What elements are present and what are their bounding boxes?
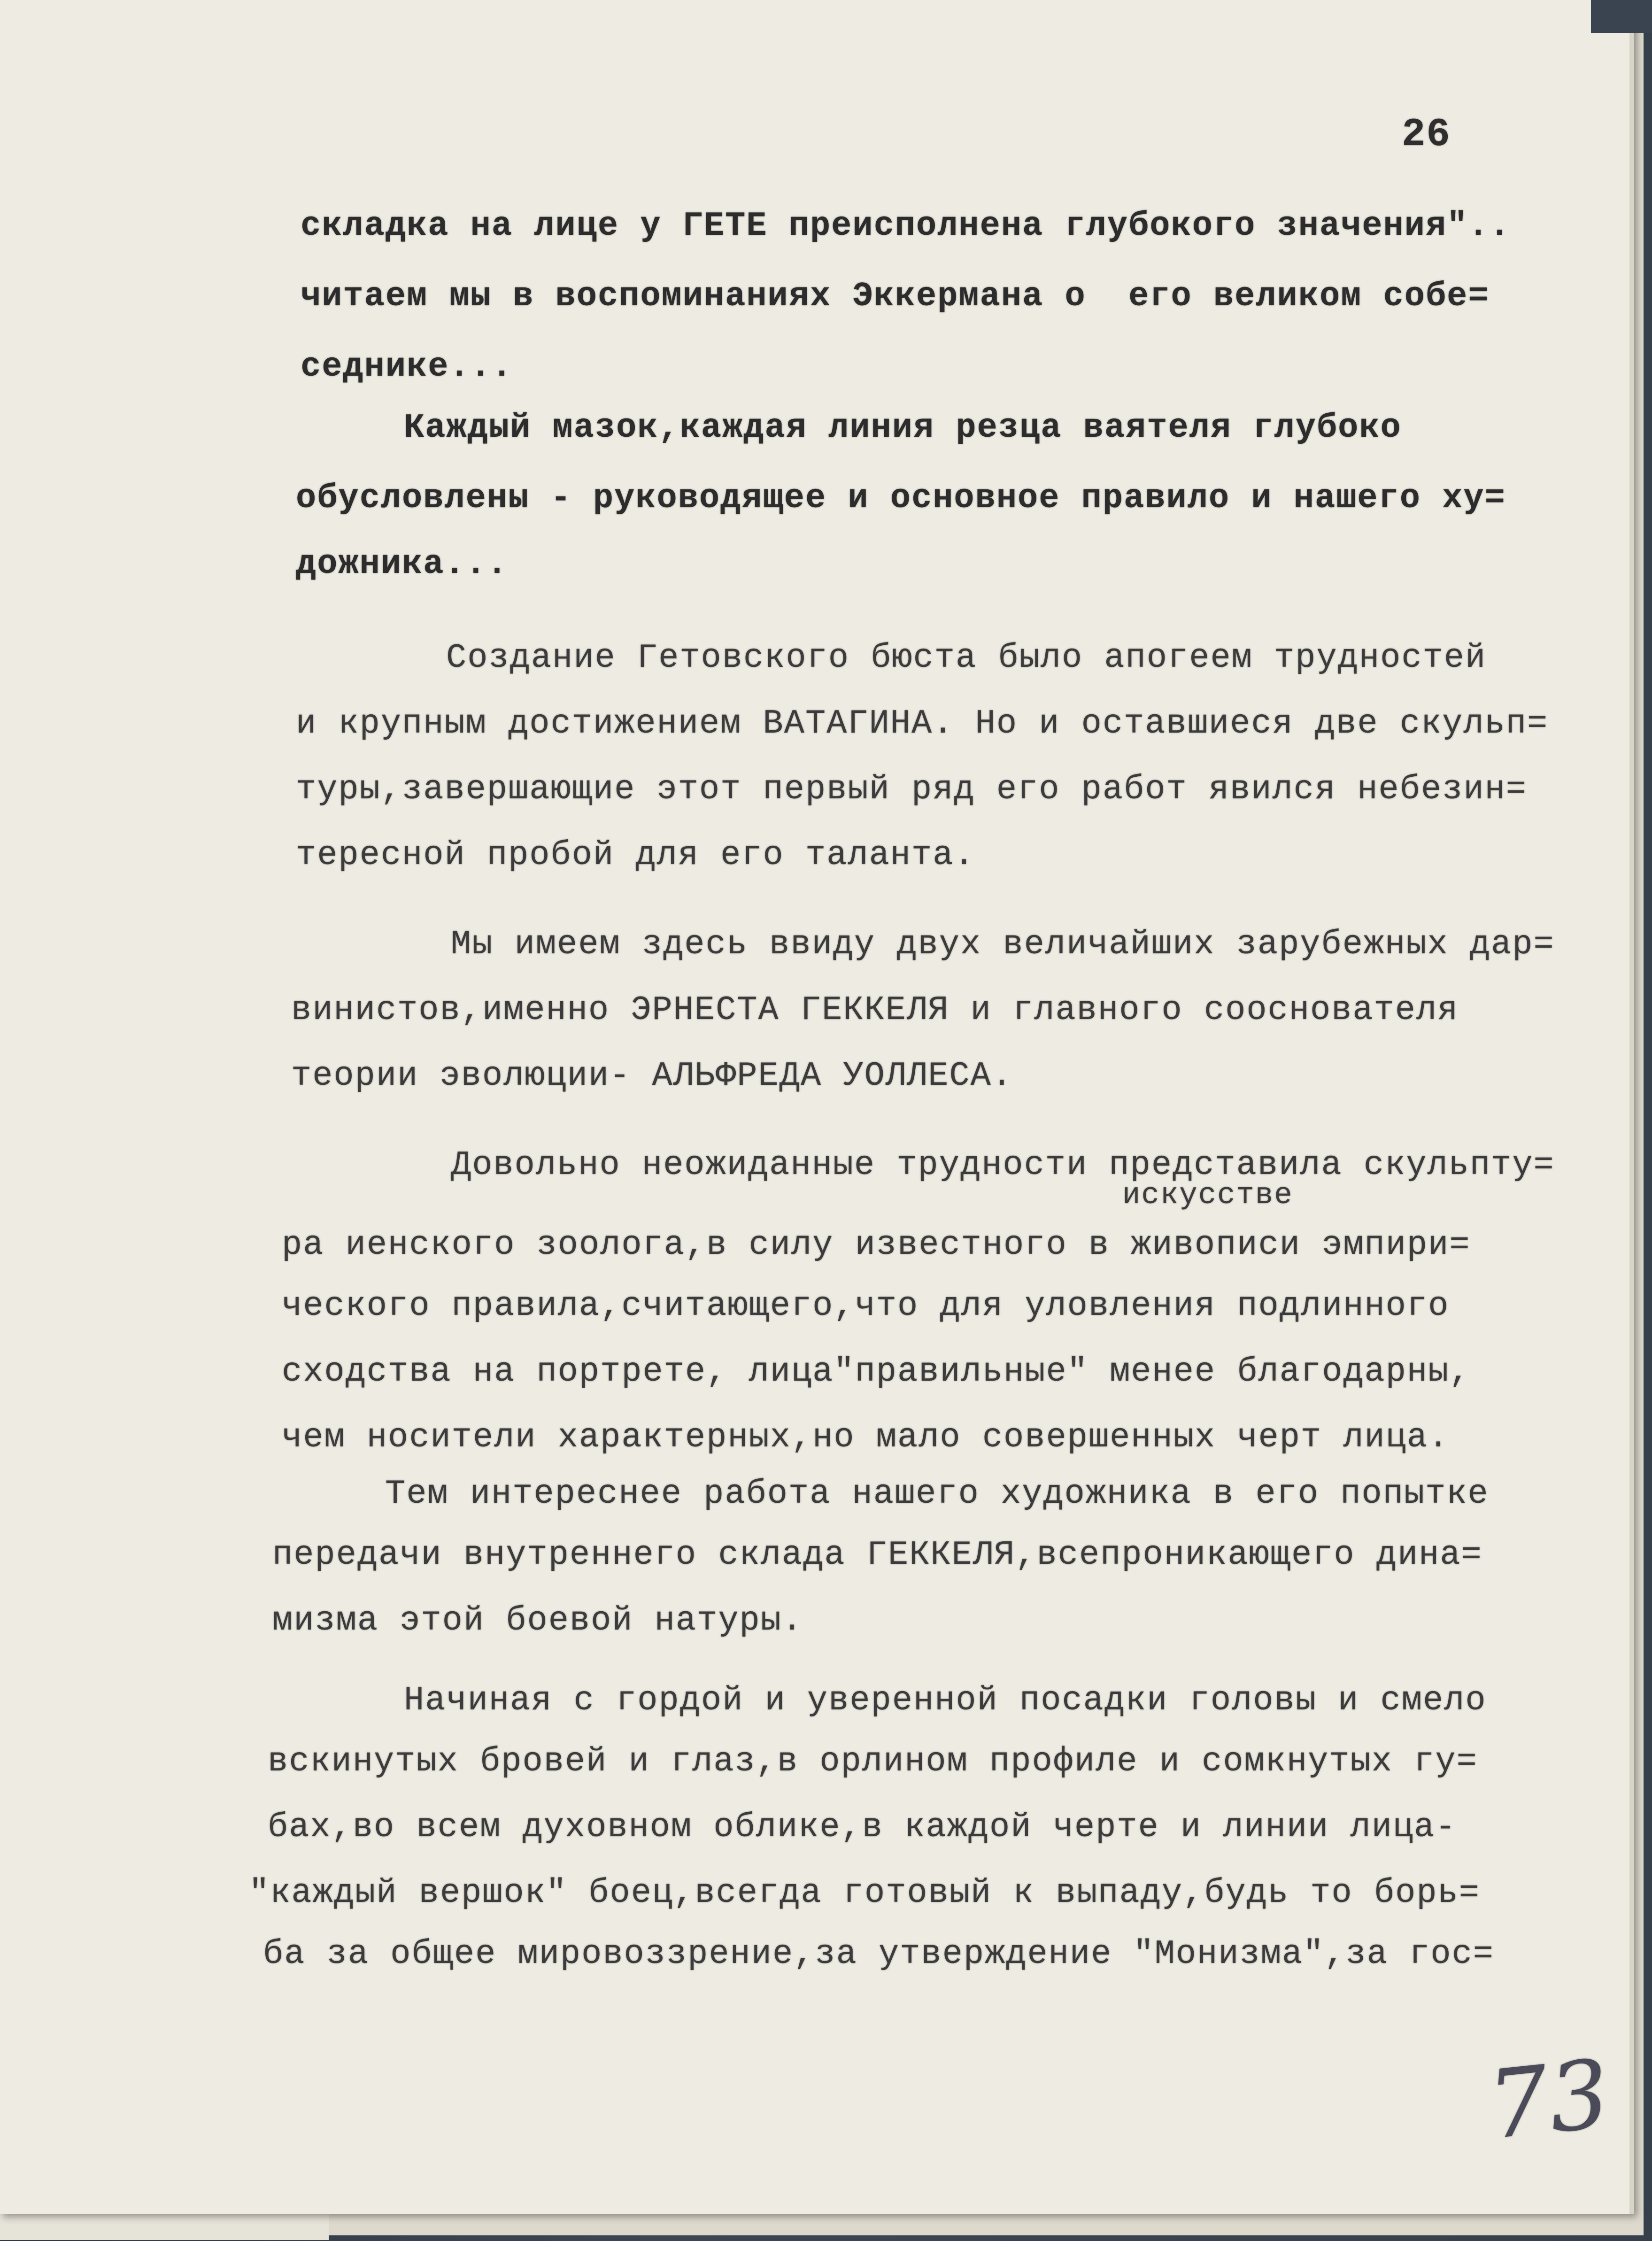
text-line: "каждый вершок" боец,всегда готовый к выпаду,будь то борь= [249, 1874, 1481, 1912]
text-line: седнике... [301, 348, 513, 386]
handwritten-insertion: искусстве [1122, 1179, 1293, 1213]
text-line: дожника... [296, 545, 509, 583]
text-line: обусловлены - руководящее и основное правило и нашего ху= [296, 479, 1506, 518]
handwritten-folio-number: 73 [1483, 2039, 1615, 2161]
text-line: ба за общее мировоззрение,за утверждение "Монизма",за гос= [263, 1935, 1495, 1973]
text-line: туры,завершающие этот первый ряд его работ явился небезин= [296, 770, 1528, 809]
text-line: вскинутых бровей и глаз,в орлином профиле и сомкнутых гу= [268, 1742, 1478, 1781]
text-line: мизма этой боевой натуры. [272, 1601, 803, 1640]
text-line: Тем интереснее работа нашего художника в его попытке [385, 1475, 1489, 1513]
text-line: сходства на портрете, лица"правильные" менее благодарны, [282, 1352, 1471, 1391]
text-line: складка на лице у ГЕТЕ преисполнена глубокого значения".. [301, 207, 1511, 245]
text-line: Каждый мазок,каждая линия резца ваятеля глубоко [404, 409, 1402, 447]
text-line: Мы имеем здесь ввиду двух величайших зарубежных дар= [451, 925, 1555, 964]
page-number: 26 [1402, 113, 1451, 157]
text-line: читаем мы в воспоминаниях Эккермана о его великом собе= [301, 277, 1490, 316]
text-line: передачи внутреннего склада ГЕККЕЛЯ,всепроникающего дина= [272, 1536, 1482, 1574]
text-line: Начиная с гордой и уверенной посадки головы и смело [404, 1681, 1487, 1720]
text-line: чем носители характерных,но мало совершенных черт лица. [282, 1418, 1450, 1457]
text-line: ческого правила,считающего,что для уловления подлинного [282, 1287, 1450, 1325]
text-line: и крупным достижением ВАТАГИНА. Но и оставшиеся две скульп= [296, 704, 1549, 743]
text-line: Создание Гетовского бюста было апогеем трудностей [446, 639, 1487, 677]
text-line: Довольно неожиданные трудности представила скульпту= [451, 1146, 1555, 1184]
text-line: бах,во всем духовном облике,в каждой черте и линии лица- [268, 1808, 1457, 1847]
scan-corner [1591, 0, 1652, 33]
text-line: ра иенского зоолога,в силу известного в живописи эмпири= [282, 1226, 1471, 1264]
text-line: винистов,именно ЭРНЕСТА ГЕККЕЛЯ и главного сооснователя [291, 991, 1459, 1029]
text-line: теории эволюции- АЛЬФРЕДА УОЛЛЕСА. [291, 1057, 1013, 1095]
text-line: тересной пробой для его таланта. [296, 836, 975, 874]
